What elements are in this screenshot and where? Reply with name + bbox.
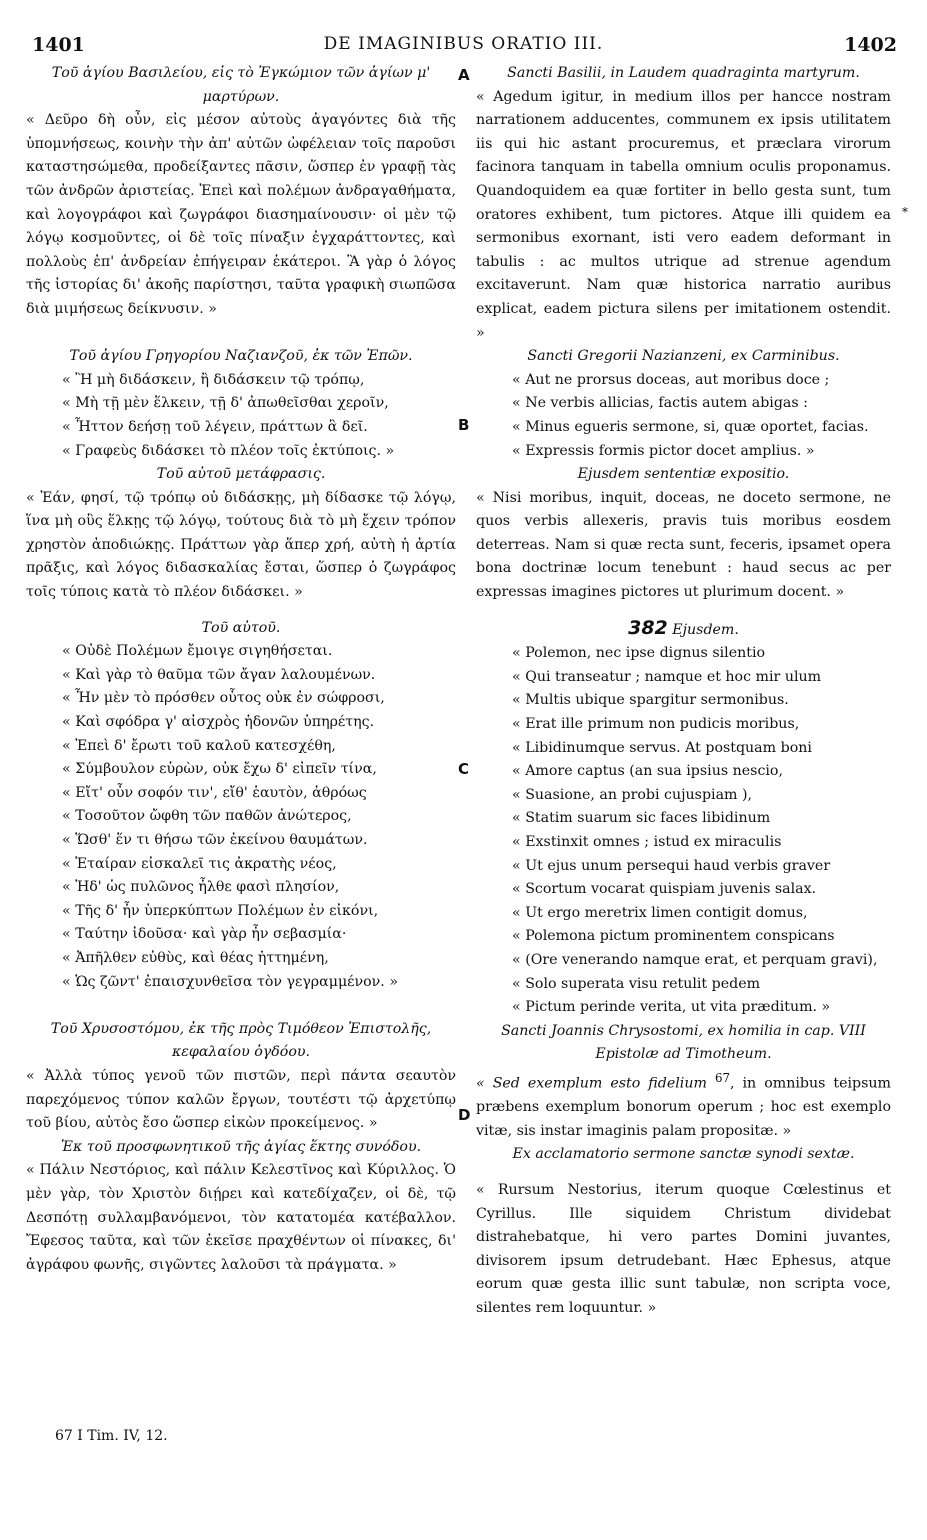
verse-line: « Σύμβουλον εὑρὼν, οὐκ ἔχω δ' εἰπεῖν τίνα, — [62, 761, 377, 778]
verse-line: « Ἡδ' ὡς πυλῶνος ἦλθε φασὶ πλησίον, — [62, 879, 340, 896]
right-page-number: 1402 — [844, 34, 897, 56]
verse-line: « Suasione, an probi cujuspiam ), — [512, 786, 753, 803]
verse-line: « Exstinxit omnes ; istud ex miraculis — [512, 834, 782, 850]
verse-line: « (Ore venerando namque erat, et perquam gravi), — [512, 951, 878, 968]
section-heading: Sancti Basilii, in Laudem quadraginta martyrum. — [507, 65, 860, 81]
margin-letter-c: C — [458, 760, 470, 778]
verse-line: « Minus egueris sermone, si, quæ oportet, facias. — [512, 418, 869, 435]
page-header — [30, 34, 897, 60]
left-page-number: 1401 — [32, 34, 85, 56]
verse-line: « Ἦν μὲν τὸ πρόσθεν οὗτος οὐκ ἐν σώφροσι, — [62, 690, 385, 707]
verse-line: « Ἀπῆλθεν εὐθὺς, καὶ θέας ἡττημένη, — [62, 949, 329, 966]
section-text-rest: , in omnibus teipsum præbens exemplum bonorum operum ; hoc est exemplo vitæ, sis instar imaginis palam propositæ. » — [476, 1075, 891, 1139]
spacer — [476, 605, 891, 617]
verse-line: « Ἧττον δεήσῃ τοῦ λέγειν, πράττων ἃ δεῖ. — [62, 418, 368, 435]
section-text: « Ἀλλὰ τύπος γενοῦ τῶν πιστῶν, περὶ πάντα σεαυτὸν παρεχόμενος τύπον καλῶν ἔργων, τουτέστι τῷ ἀρχετύπῳ τοῦ βίου, αὐτὸς ἔσο ὥσπερ εἰκὼν προκείμενος. » — [26, 1067, 456, 1132]
spacer — [26, 605, 456, 617]
verse-line: « Τῆς δ' ἦν ὑπερκύπτων Πολέμων ἐν εἰκόνι, — [62, 902, 379, 919]
section-heading: Ex acclamatorio sermone sanctæ synodi sextæ. — [512, 1146, 855, 1163]
verse-line: « Libidinumque servus. At postquam boni — [512, 739, 812, 756]
verse-line: « Τοσοῦτον ὤφθη τῶν παθῶν ἀνώτερος, — [62, 808, 352, 825]
verse-line: « Ut ejus unum persequi haud verbis graver — [512, 857, 831, 874]
section-text: « Rursum Nestorius, iterum quoque Cœlestinus et Cyrillus. Ille siquidem Christum dividebat distrahebatque, hi vero partes Domini juvantes, divisorem ipsum detrudebant. Hæc Ephesus, atque eorum quæ gesta illic sunt tabulæ, non scripta voce, silentes rem loquuntur. » — [476, 1182, 891, 1317]
section-heading: Τοῦ Χρυσοστόμου, ἐκ τῆς πρὸς Τιμόθεον Ἐπιστολῆς, κεφαλαίου ὀγδόου. — [50, 1020, 432, 1061]
verse-line: « Qui transeatur ; namque et hoc mir ulum — [512, 668, 822, 685]
scripture-quote: « Sed exemplum esto fidelium — [476, 1075, 707, 1092]
verse-line: « Multis ubique spargitur sermonibus. — [512, 692, 789, 709]
verse-line: « Εἴτ' οὖν σοφόν τιν', εἴθ' ἑαυτὸν, ἀθρόως — [62, 784, 367, 801]
verse-line: « Καὶ σφόδρα γ' αἰσχρὸς ἡδονῶν ὑπηρέτης. — [62, 714, 375, 731]
section-heading: Τοῦ αὐτοῦ. — [201, 619, 281, 636]
column-number: 382 — [628, 616, 668, 639]
section-text: « Ἐάν, φησί, τῷ τρόπῳ οὐ διδάσκῃς, μὴ δίδασκε τῷ λόγῳ, ἵνα μὴ οὓς ἕλκῃς τῷ λόγῳ, τούτους διὰ τὸ μὴ ἔχειν τρόπον χρηστὸν ἀποδιώκῃς. Πράττων γὰρ ἅπερ χρή, αὐτὴ ἡ ἀρτία πρᾶξις, καὶ λόγος διδασκαλίας ἔσται, ὥσπερ ὁ ζωγράφος τοῖς τύποις κατὰ τὸ πλέον διδάσκει. » — [26, 489, 456, 601]
section-text: « Nisi moribus, inquit, doceas, ne doceto sermone, ne quos verbis allexeris, pravis tuis moribus eosdem deterreas. Nam si quæ recta sunt, feceris, ipsamet opera bona doctrinæ locum tenebunt : haud secus ac per expressas imagines pictores ut plurimum docent. » — [476, 489, 891, 601]
verse-line: « Καὶ γὰρ τὸ θαῦμα τῶν ἄγαν λαλουμένων. — [62, 666, 376, 683]
verse-line: « Ne verbis allicias, factis autem abigas : — [512, 395, 808, 412]
verse-line: « Scortum vocarat quispiam juvenis salax. — [512, 881, 817, 898]
footnote-ref: 67 — [714, 1070, 730, 1085]
verse-line: « Polemon, nec ipse dignus silentio — [512, 645, 766, 662]
verse-line: « Οὐδὲ Πολέμων ἔμοιγε σιγηθήσεται. — [62, 643, 333, 660]
verse-line: « Pictum perinde verita, ut vita præditum. » — [512, 999, 831, 1016]
section-heading: Τοῦ αὐτοῦ μετάφρασις. — [156, 466, 326, 483]
margin-letter-b: B — [458, 416, 470, 434]
verse-line: « Ἑταίραν εἰσκαλεῖ τις ἀκρατὴς νέος, — [62, 855, 337, 872]
section-text: « Agedum igitur, in medium illos per hancce nostram narrationem adducentes, communem ex ipsis utilitatem iis qui hic astant procuremus, et præclara virorum facinora tanquam in tabella omnium oculis proponamus. Quandoquidem ea quæ fortiter in bello gesta sunt, tum oratores exhibent, tum pictores. Atque illi quidem ea sermonibus exornant, isti vero eadem deformant in tabulis : ac multos utrique ad strenue agendum excitaverunt. Nam quæ historica narratio auribus explicat, eadem pictura silens per imitationem ostendit. » — [476, 88, 891, 341]
verse-line: « Ὡς ζῶντ' ἐπαισχυνθεῖσα τὸν γεγραμμένον. » — [62, 973, 399, 990]
latin-column — [476, 62, 891, 1321]
verse-line: « Γραφεὺς διδάσκει τὸ πλέον τοῖς ἐκτύποις. » — [62, 442, 395, 459]
spacer — [476, 1167, 891, 1179]
verse-line: « Expressis formis pictor docet amplius. » — [512, 442, 815, 459]
margin-letter-d: D — [458, 1106, 471, 1124]
section-heading: Τοῦ ἁγίου Βασιλείου, εἰς τὸ Ἐγκώμιον τῶν ἁγίων μ' μαρτύρων. — [51, 65, 431, 105]
verse-line: « Amore captus (an sua ipsius nescio, — [512, 763, 783, 780]
section-heading: Ἐκ τοῦ προσφωνητικοῦ τῆς ἁγίας ἕκτης συνόδου. — [60, 1138, 422, 1155]
margin-letter-a: A — [458, 66, 470, 84]
verse-line: « Ἢ μὴ διδάσκειν, ἢ διδάσκειν τῷ τρόπῳ, — [62, 371, 365, 388]
section-heading: Sancti Joannis Chrysostomi, ex homilia in cap. VIII Epistolæ ad Timotheum. — [501, 1022, 866, 1063]
verse-line: « Ἐπεὶ δ' ἔρωτι τοῦ καλοῦ κατεσχέθη, — [62, 737, 336, 754]
section-text: « Δεῦρο δὴ οὖν, εἰς μέσον αὐτοὺς ἀγαγόντες διὰ τῆς ὑπομνήσεως, κοινὴν τὴν ἀπ' αὐτῶν ὠφέλειαν τοῖς παροῦσι καταστησώμεθα, προδείξαντες πᾶσιν, ὥσπερ ἐν γραφῇ τὰς τῶν ἀνδρῶν ἀριστείας. Ἐπεὶ καὶ πολέμων ἀνδραγαθήματα, καὶ λογογράφοι καὶ ζωγράφοι διασημαίνουσιν· οἱ μὲν τῷ λόγῳ κοσμοῦντες, οἱ δὲ τοῖς πίναξιν ἐγχαράττοντες, καὶ πολλοὺς ἐπ' ἀνδρείαν ἐπήγειραν ἑκάτεροι. Ἃ γὰρ ὁ λόγος τῆς ἱστορίας δι' ἀκοῆς παρίστησι, ταῦτα γραφικὴ σιωπῶσα διὰ μιμήσεως δείκνυσιν. » — [26, 112, 456, 317]
section-heading: Sancti Gregorii Nazianzeni, ex Carminibus. — [527, 348, 840, 365]
section-heading-with-number — [476, 617, 891, 643]
verse-line: « Erat ille primum non pudicis moribus, — [512, 716, 800, 733]
section-heading: Ejusdem sententiæ expositio. — [577, 466, 790, 483]
verse-line: « Ut ergo meretrix limen contigit domus, — [512, 904, 808, 921]
verse-line: « Solo superata visu retulit pedem — [512, 975, 761, 992]
verse-line: « Μὴ τῇ μὲν ἕλκειν, τῇ δ' ἀπωθεῖσθαι χεροῖν, — [62, 395, 389, 412]
greek-column — [26, 62, 456, 1277]
marginal-mark: * — [902, 205, 908, 219]
section-heading: Ejusdem. — [672, 621, 739, 638]
spacer — [26, 322, 456, 346]
verse-line: « Ὥσθ' ἕν τι θήσω τῶν ἐκείνου θαυμάτων. — [62, 832, 368, 848]
spacer — [26, 994, 456, 1018]
footnote: 67 I Tim. IV, 12. — [55, 1428, 168, 1444]
verse-line: « Polemona pictum prominentem conspicans — [512, 928, 835, 945]
verse-line: « Ταύτην ἰδοῦσα· καὶ γὰρ ἦν σεβασμία· — [62, 926, 347, 943]
section-text — [476, 1067, 891, 1144]
section-text: « Πάλιν Νεστόριος, καὶ πάλιν Κελεστῖνος καὶ Κύριλλος. Ὁ μὲν γὰρ, τὸν Χριστὸν διῄρει καὶ κατεδίχαζεν, οἱ δὲ, τῷ Δεσπότῃ συλλαμβανόμενοι, τὸν κατατομέα κατέβαλλον. Ἔφεσος ταῦτα, καὶ τῶν ἐκεῖσε πραχθέντων οἱ πίνακες, δι' ἀγράφου φωνῆς, σιγῶντες λαλοῦσι τὰ πράγματα. » — [26, 1162, 456, 1273]
running-title: DE IMAGINIBUS ORATIO III. — [323, 34, 604, 54]
verse-line: « Statim suarum sic faces libidinum — [512, 810, 771, 827]
section-heading: Τοῦ ἁγίου Γρηγορίου Ναζιανζοῦ, ἐκ τῶν Ἐπῶν. — [69, 348, 413, 365]
verse-line: « Aut ne prorsus doceas, aut moribus doce ; — [512, 371, 830, 388]
